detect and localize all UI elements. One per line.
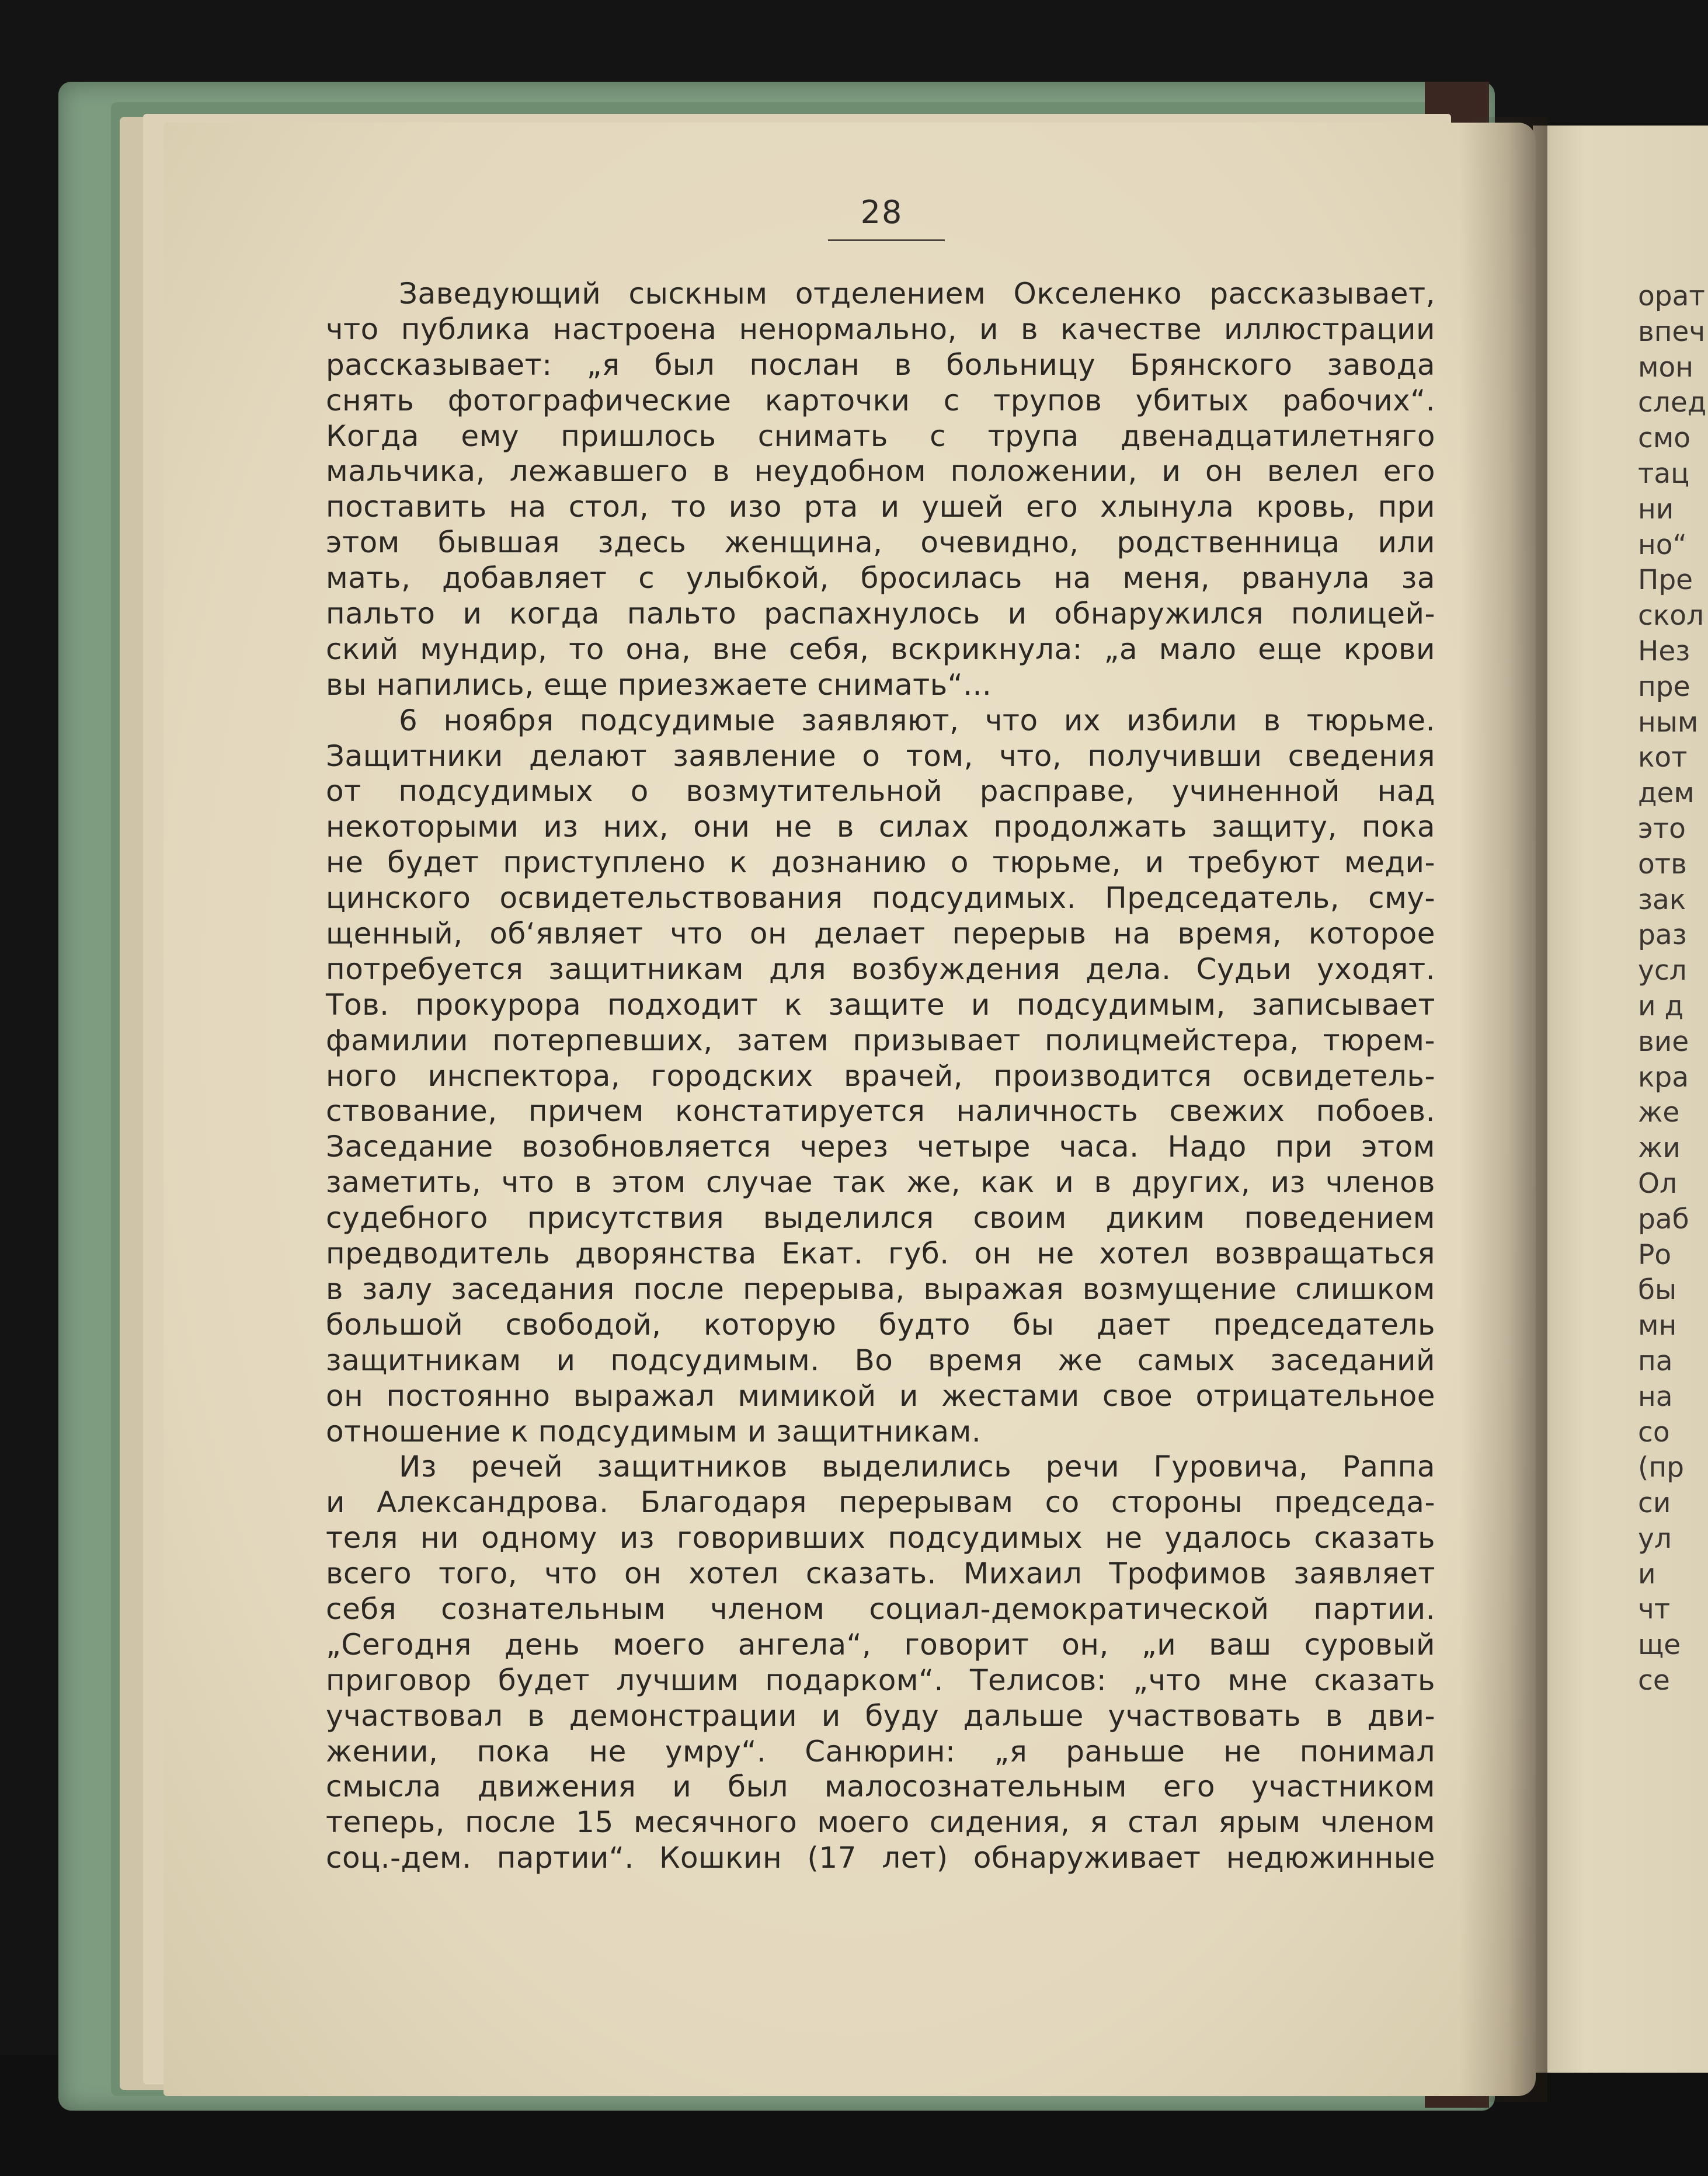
facing-page-line: впеч [1638,315,1706,348]
facing-page-line: бы [1638,1274,1677,1307]
facing-page-line: жи [1638,1132,1681,1165]
text-line: судебного присутствия выделился своим диким поведением [326,1201,1435,1235]
text-line: теля ни одному из говоривших подсудимых не удалось сказать [326,1521,1435,1555]
facing-page-line: усл [1638,955,1687,987]
text-line: пальто и когда пальто распахнулось и обнаружился полицей- [326,597,1435,631]
facing-page-line: и д [1638,990,1683,1022]
page-gutter-shadow [1460,117,1547,2102]
text-line: всего того, что он хотел сказать. Михаил Трофимов заявляет [326,1557,1435,1591]
facing-page-line: кот [1638,741,1688,774]
text-line: ного инспектора, городских врачей, производится освидетель- [326,1059,1435,1093]
text-line: Заведующий сыскным отделением Окселенко рассказывает, [399,277,1435,311]
text-line: соц.-дем. партии“. Кошкин (17 лет) обнаруживает недюжинные [326,1841,1435,1875]
facing-page-line: и [1638,1558,1656,1590]
text-line: некоторыми из них, они не в силах продолжать защиту, пока [326,810,1435,844]
text-line: большой свободой, которую будто бы дает председатель [326,1307,1435,1342]
text-line: 6 ноября подсудимые заявляют, что их избили в тюрьме. [399,703,1435,737]
text-line: отношение к подсудимым и защитникам. [326,1414,982,1449]
facing-page-line: ул [1638,1522,1672,1555]
facing-page-line: зак [1638,883,1686,916]
facing-page-line: отв [1638,848,1687,880]
text-line: поставить на стол, то изо рта и ушей его хлынула кровь, при [326,490,1435,524]
facing-page-line: ще [1638,1629,1681,1662]
page-number: 28 [860,194,903,231]
facing-page-line: Нез [1638,635,1690,667]
facing-page-line: тац [1638,457,1690,490]
text-line: ский мундир, то она, вне себя, вскрикнула: „а мало еще крови [326,632,1435,666]
facing-page-line: орат [1638,280,1705,312]
text-line: в залу заседания после перерыва, выражая возмущение слишком [326,1272,1435,1306]
text-line: участвовал в демонстрации и буду дальше участвовать в дви- [326,1698,1435,1733]
facing-page-line: Ро [1638,1238,1672,1271]
text-line: Защитники делают заявление о том, что, получивши сведения [326,739,1435,773]
facing-page-line: но“ [1638,528,1687,561]
facing-page-line: (пр [1638,1451,1684,1484]
text-line: вы напились, еще приезжаете снимать“... [326,667,992,702]
facing-page-line: пре [1638,670,1690,703]
facing-page-line: раз [1638,919,1687,952]
facing-page-line: дем [1638,777,1695,810]
facing-page-line: си [1638,1487,1671,1520]
text-line: что публика настроена ненормально, и в качестве иллюстрации [326,312,1435,346]
text-line: он постоянно выражал мимикой и жестами свое отрицательное [326,1378,1435,1413]
facing-page-line: раб [1638,1203,1689,1235]
text-line: защитникам и подсудимым. Во время же самых заседаний [326,1343,1435,1377]
text-line: смысла движения и был малосознательным его участником [326,1770,1435,1804]
text-line: ствование, причем констатируется наличность свежих побоев. [326,1094,1435,1129]
text-line: от подсудимых о возмутительной расправе, учиненной над [326,774,1435,809]
text-line: не будет приступлено к дознанию о тюрьме, и требуют меди- [326,845,1435,880]
facing-page-line: мон [1638,351,1693,384]
text-line: теперь, после 15 месячного моего сидения, я стал ярым членом [326,1805,1435,1840]
facing-page-line: же [1638,1096,1680,1129]
facing-page-line: со [1638,1416,1670,1449]
text-line: Заседание возобновляется через четыре часа. Надо при этом [326,1130,1435,1164]
text-line: предводитель дворянства Екат. губ. он не хотел возвращаться [326,1237,1435,1271]
text-line: мать, добавляет с улыбкой, бросилась на меня, рванула за [326,561,1435,596]
text-line: жении, пока не умру“. Санюрин: „я раньше не понимал [326,1734,1435,1768]
text-line: цинского освидетельствования подсудимых. Председатель, сму- [326,881,1435,915]
text-line: и Александрова. Благодаря перерывам со стороны председа- [326,1485,1435,1520]
text-line: Тов. прокурора подходит к защите и подсудимым, записывает [326,987,1435,1022]
facing-page-text [1638,279,1708,1699]
text-line: „Сегодня день моего ангела“, говорит он, „и ваш суровый [326,1627,1435,1662]
facing-page-line: это [1638,812,1686,845]
facing-page-line: ни [1638,493,1674,525]
text-line: Из речей защитников выделились речи Гуровича, Раппа [399,1450,1435,1484]
facing-page-line: чт [1638,1593,1671,1626]
text-line: этом бывшая здесь женщина, очевидно, родственница или [326,525,1435,560]
text-line: потребуется защитникам для возбуждения дела. Судьи уходят. [326,952,1435,986]
facing-page-line: па [1638,1345,1673,1377]
text-line: щенный, об‘являет что он делает перерыв на время, которое [326,917,1435,951]
text-line: фамилии потерпевших, затем призывает полицмейстера, тюрем- [326,1023,1435,1057]
facing-page-line: Ол [1638,1167,1678,1200]
facing-page-line: на [1638,1380,1673,1413]
page-number-rule [828,239,945,241]
page-body-text [326,276,1435,1876]
text-line: снять фотографические карточки с трупов убитых рабочих“. [326,383,1435,417]
facing-page-line: мн [1638,1310,1677,1342]
text-line: рассказывает: „я был послан в больницу Брянского завода [326,347,1435,382]
facing-page-line: вие [1638,1025,1689,1058]
facing-page-line: след [1638,387,1707,419]
facing-page-line: ным [1638,706,1699,739]
facing-page-line: скол [1638,600,1704,632]
text-line: Когда ему пришлось снимать с трупа двенадцатилетняго [326,419,1435,453]
facing-page-line: Пре [1638,564,1693,597]
text-line: заметить, что в этом случае так же, как и в других, из членов [326,1165,1435,1200]
text-line: себя сознательным членом социал-демократической партии. [326,1592,1435,1626]
facing-page-line: се [1638,1665,1670,1697]
facing-page-line: кра [1638,1061,1689,1094]
facing-page-line: смо [1638,422,1691,455]
text-line: приговор будет лучшим подарком“. Телисов: „что мне сказать [326,1663,1435,1697]
text-line: мальчика, лежавшего в неудобном положении, и он велел его [326,454,1435,489]
